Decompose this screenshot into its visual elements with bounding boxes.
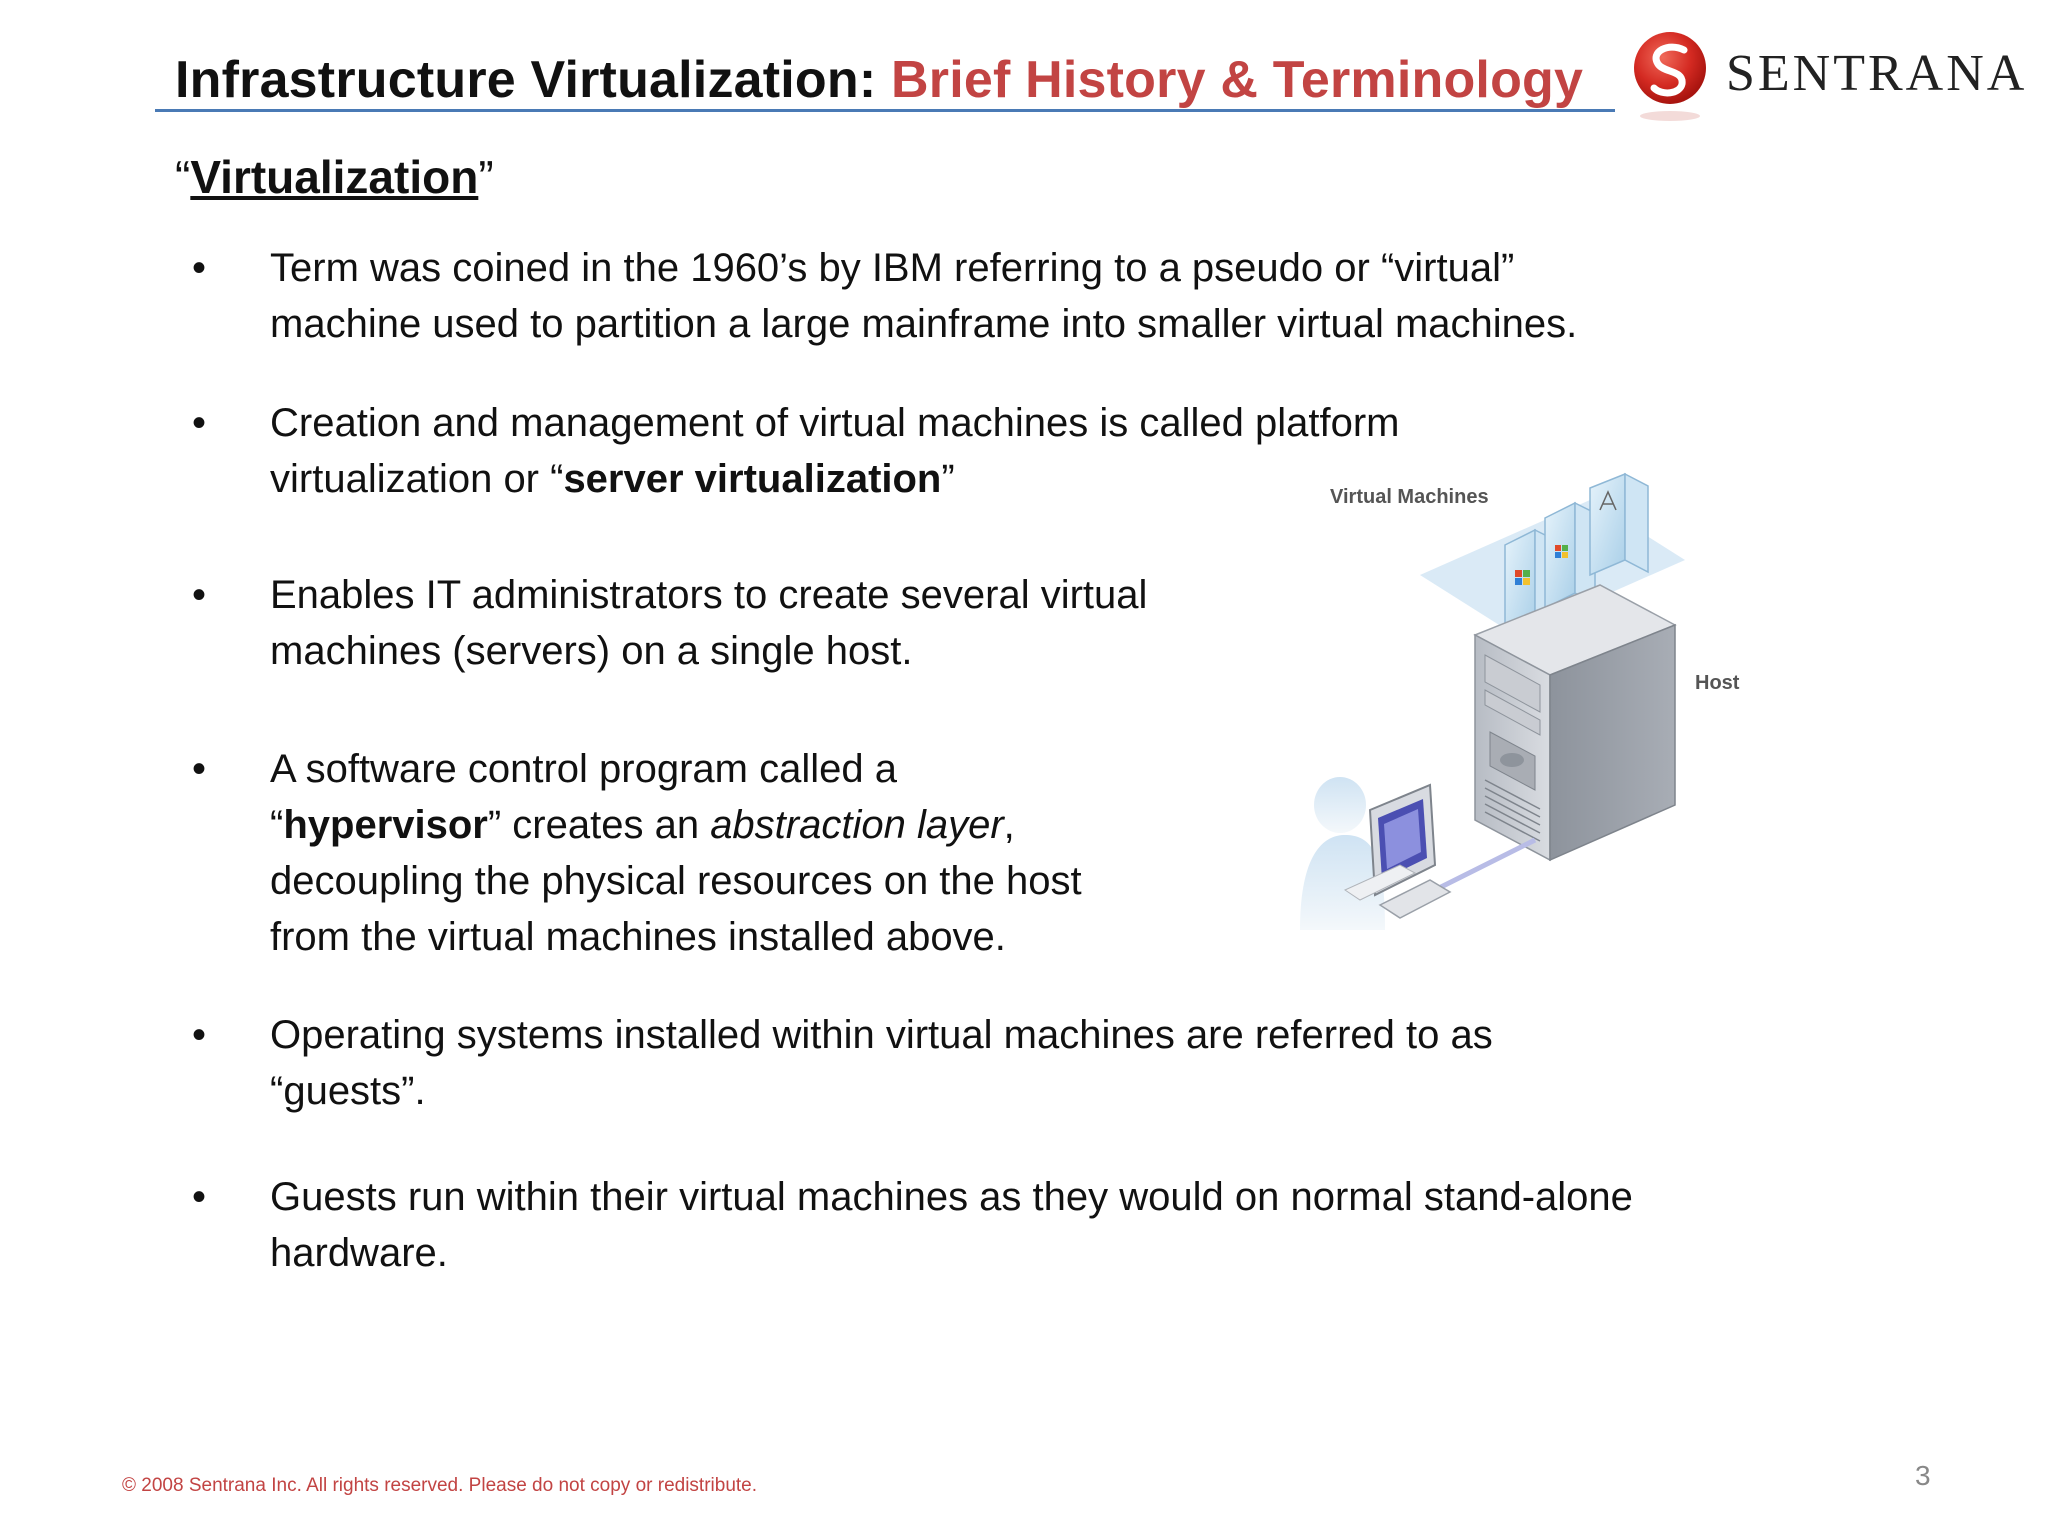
- bullet-line: Enables IT administrators to create several virtual: [270, 573, 1148, 617]
- bullet-line: “guests”.: [270, 1069, 426, 1113]
- bullet-text-fragment: ”: [941, 457, 955, 501]
- copyright-footer: © 2008 Sentrana Inc. All rights reserved. Please do not copy or redistribute.: [122, 1475, 758, 1496]
- bold-term: server virtualization: [563, 457, 942, 501]
- logo-wordmark: SENTRANA: [1726, 45, 2028, 102]
- virtualization-illustration: [1290, 460, 1790, 960]
- bullet-marker: •: [192, 1013, 207, 1057]
- section-open-quote: “: [175, 151, 191, 203]
- bullet-text: [270, 240, 1577, 352]
- slide-title: [175, 50, 1583, 110]
- bullet-marker: •: [192, 1175, 207, 1219]
- bullet-marker: •: [192, 573, 207, 617]
- bullet-line: Creation and management of virtual machines is called platform: [270, 401, 1400, 445]
- bullet-text: [270, 1007, 1493, 1119]
- bullet-text-fragment: virtualization or “: [270, 457, 564, 501]
- page-number: 3: [1915, 1460, 1931, 1491]
- sentrana-swirl-icon: [1628, 30, 1718, 130]
- italic-term: abstraction layer: [710, 803, 1004, 847]
- bullet-line: decoupling the physical resources on the host: [270, 859, 1082, 903]
- bold-term: hypervisor: [283, 803, 488, 847]
- bullet-line: [270, 451, 1399, 507]
- bullet-text: [270, 741, 1082, 965]
- server-host-illustration: [1290, 460, 1790, 960]
- bullet-line: hardware.: [270, 1231, 448, 1275]
- bullet-marker: •: [192, 401, 207, 445]
- title-divider: [155, 109, 1615, 112]
- bullet-line: A software control program called a: [270, 747, 897, 791]
- bullet-line: machine used to partition a large mainframe into smaller virtual machines.: [270, 302, 1578, 346]
- bullet-line: Operating systems installed within virtual machines are referred to as: [270, 1013, 1493, 1057]
- bullet-line: [270, 797, 1082, 853]
- bullet-text-fragment: “: [270, 803, 284, 847]
- bullet-text: [270, 1169, 1633, 1281]
- bullet-line: Term was coined in the 1960’s by IBM referring to a pseudo or “virtual”: [270, 246, 1515, 290]
- bullet-line: machines (servers) on a single host.: [270, 629, 913, 673]
- section-heading: [175, 150, 494, 204]
- bullet-text-fragment: ” creates an: [487, 803, 711, 847]
- bullet-text: [270, 567, 1147, 679]
- bullet-marker: •: [192, 747, 207, 791]
- title-accent: Brief History & Terminology: [891, 51, 1584, 109]
- bullet-line: Guests run within their virtual machines as they would on normal stand-alone: [270, 1175, 1633, 1219]
- figure-label-vms: Virtual Machines: [1330, 486, 1489, 508]
- section-close-quote: ”: [478, 151, 494, 203]
- bullet-marker: •: [192, 246, 207, 290]
- sentrana-logo: [1628, 30, 2028, 130]
- bullet-text: [270, 395, 1399, 507]
- section-term: Virtualization: [190, 151, 479, 203]
- title-main: Infrastructure Virtualization:: [175, 51, 877, 109]
- figure-label-host: Host: [1695, 672, 1740, 694]
- bullet-line: from the virtual machines installed above.: [270, 915, 1006, 959]
- bullet-text-fragment: ,: [1003, 803, 1015, 847]
